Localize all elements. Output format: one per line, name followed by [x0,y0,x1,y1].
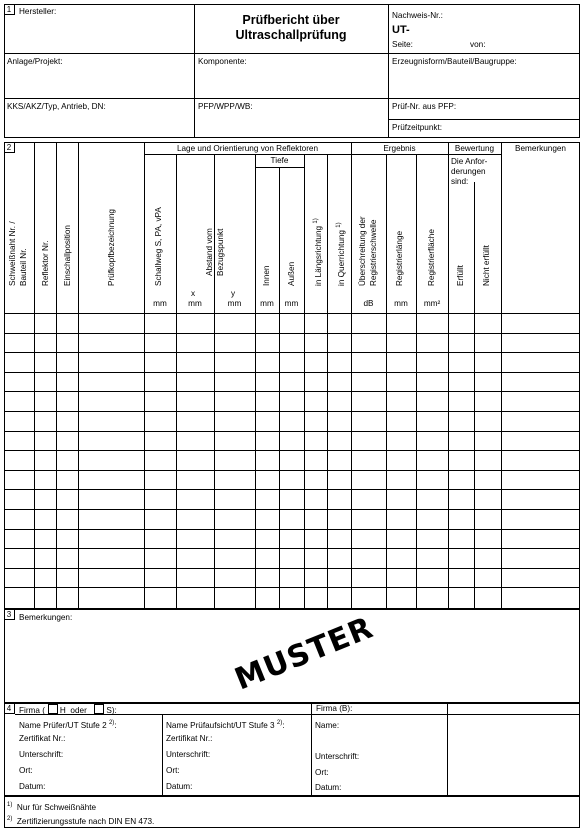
unit-sound-path: mm [153,299,167,308]
report-form [4,4,580,828]
col-incidence-position: Einschallposition [63,225,72,286]
pfp-label: PFP/WPP/WB: [198,102,253,111]
col-not-fulfilled: Nicht erfüllt [482,245,491,286]
supervisor-place-label: Ort: [166,766,180,775]
requirements-header: Die Anfor- derungen sind: [451,157,488,186]
supervisor-date-label: Datum: [166,782,193,791]
report-title: Prüfbericht über Ultraschallprüfung [235,13,347,42]
unit-inner: mm [260,299,274,308]
table-row [4,568,580,569]
unit-length: mm [394,299,408,308]
unit-db: dB [363,299,374,308]
unit-area: mm² [423,299,441,308]
col-longitudinal: in Längsrichtung $^{1)}$ [313,218,323,286]
unit-y: mm [227,299,242,308]
section-4 [4,703,580,796]
col-exceed-threshold-2: Registrierschwelle [369,219,378,286]
col-sound-path: Schallweg S, PA, vPA [154,207,163,286]
product-form-label: Erzeugnisform/Bauteil/Baugruppe: [392,57,517,66]
table-row [4,352,580,353]
table-row [4,372,580,373]
supervisor-signature-label: Unterschrift: [166,750,211,759]
table-row [4,450,580,451]
group-result-header: Ergebnis [383,144,416,153]
examiner-date-label: Datum: [19,782,46,791]
table-row [4,509,580,510]
company-label: Firma ( H oder S): [19,706,117,715]
proof-number-label: Nachweis-Nr.: [392,11,443,20]
col-probe-designation: Prüfkopfbezeichnung [107,209,116,286]
col-fulfilled: Erfüllt [456,265,465,286]
supervisor-cert-label: Zertifikat Nr.: [166,734,213,743]
section-number-3: 3 [4,609,15,620]
group-assessment-header: Bewertung [454,144,495,153]
examiner-cert-label: Zertifikat Nr.: [19,734,66,743]
manufacturer-label: Hersteller: [19,7,57,16]
unit-x: mm [188,299,202,308]
page-label: Seite: [392,40,413,49]
company-s-checkbox[interactable] [94,704,104,714]
table-row [4,548,580,549]
company-b-label: Firma (B): [316,704,353,713]
unit-outer: mm [284,299,299,308]
col-component-number: Bauteil Nr. [19,248,28,286]
b-signature-label: Unterschrift: [315,752,360,761]
col-distance: Abstand vom [205,228,214,276]
col-reflector-number: Reflektor Nr. [41,240,50,286]
section-2 [4,142,580,609]
test-time-label: Prüfzeitpunkt: [392,123,443,132]
table-row [4,489,580,490]
col-record-length: Registrierlänge [395,230,404,286]
b-name-label: Name: [315,721,340,730]
company-h-checkbox[interactable] [48,704,58,714]
examiner-name-label: Name Prüfer/UT Stufe 2 $^{2)}$: [19,720,117,730]
footnote-2: $^{2)}$ Zertifizierungsstufe nach DIN EN 473. [7,816,155,826]
kks-label: KKS/AKZ/Typ, Antrieb, DN: [7,102,106,111]
component-label: Komponente: [198,57,247,66]
col-transverse: in Querrichtung $^{1)}$ [336,222,346,286]
depth-header: Tiefe [270,156,289,165]
section-number-2: 2 [4,142,15,153]
y-label: y [231,289,236,298]
examiner-place-label: Ort: [19,766,33,775]
table-row [4,431,580,432]
b-date-label: Datum: [315,783,342,792]
table-row [4,333,580,334]
ut-prefix: UT- [392,24,410,36]
plant-project-label: Anlage/Projekt: [7,57,63,66]
col-record-area: Registrierfläche [427,229,436,286]
table-row [4,470,580,471]
table-row [4,411,580,412]
section-number-4: 4 [4,703,15,714]
b-place-label: Ort: [315,768,329,777]
group-position-header: Lage und Orientierung von Reflektoren [176,144,319,153]
group-remarks-header: Bemerkungen [515,144,566,153]
col-inner: Innen [262,265,271,286]
table-row [4,529,580,530]
of-label: von: [470,40,486,49]
col-reference-point: Bezugspunkt [216,228,225,276]
footnote-1: $^{1)}$ Nur für Schweißnähte [7,802,97,812]
test-number-label: Prüf-Nr. aus PFP: [392,102,457,111]
col-exceed-threshold-1: Überschreitung der [358,216,367,286]
col-outer: Außen [287,261,296,286]
table-row [4,391,580,392]
examiner-signature-label: Unterschrift: [19,750,64,759]
supervisor-name-label: Name Prüfaufsicht/UT Stufe 3 $^{2)}$: [166,720,285,730]
remarks-label: Bemerkungen: [19,613,73,622]
x-label: x [191,289,196,298]
section-number-1: 1 [4,4,15,15]
table-row [4,587,580,588]
col-weld-number: Schweißnaht Nr. / [8,221,17,286]
muster-stamp: MUSTER [230,610,379,698]
